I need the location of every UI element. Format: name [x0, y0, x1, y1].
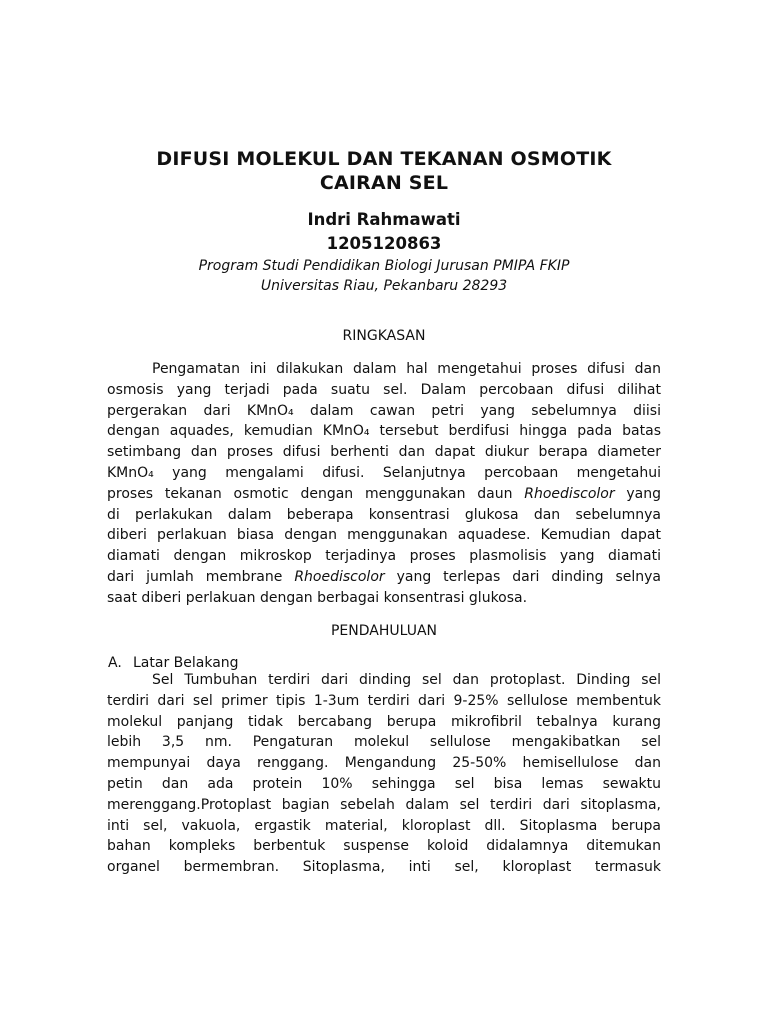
- title-line-1: DIFUSI MOLEKUL DAN TEKANAN OSMOTIK: [156, 148, 612, 170]
- introduction-line: mempunyai daya renggang. Mengandung 25-50% hemisellulose dan: [107, 755, 661, 772]
- abstract-line: dari jumlah membrane Rhoediscolor yang terlepas dari dinding selnya: [107, 568, 661, 585]
- introduction-line: bahan kompleks berbentuk suspense koloid didalamnya ditemukan: [107, 838, 661, 855]
- introduction-line: terdiri dari sel primer tipis 1-3um terdiri dari 9-25% sellulose membentuk: [107, 692, 661, 709]
- paper-title: [0, 147, 768, 195]
- introduction-line: organel bermembran. Sitoplasma, inti sel, kloroplast termasuk: [107, 859, 661, 876]
- title-line-2: CAIRAN SEL: [319, 172, 449, 194]
- subsection-title: Latar Belakang: [133, 655, 239, 671]
- abstract-line: dengan aquades, kemudian KMnO₄ tersebut berdifusi hingga pada batas: [107, 423, 661, 440]
- affiliation-line-2: Universitas Riau, Pekanbaru 28293: [260, 278, 508, 294]
- abstract-line: setimbang dan proses difusi berhenti dan dapat diukur berapa diameter: [107, 444, 661, 461]
- introduction-line: molekul panjang tidak bercabang berupa mikrofibril tebalnya kurang: [107, 713, 661, 730]
- introduction-line: Sel Tumbuhan terdiri dari dinding sel dan protoplast. Dinding sel: [152, 672, 661, 688]
- author-name: Indri Rahmawati: [307, 210, 461, 229]
- abstract-line: Pengamatan ini dilakukan dalam hal mengetahui proses difusi dan: [152, 361, 661, 377]
- abstract-line: saat diberi perlakuan dengan berbagai konsentrasi glukosa.: [107, 589, 528, 606]
- author-id: 1205120863: [326, 234, 442, 253]
- introduction-heading: PENDAHULUAN: [330, 623, 438, 639]
- abstract-line: diamati dengan mikroskop terjadinya proses plasmolisis yang diamati: [107, 548, 661, 565]
- abstract-line: diberi perlakuan biasa dengan menggunakan aquadese. Kemudian dapat: [107, 527, 661, 544]
- affiliation: [0, 256, 768, 296]
- affiliation-line-1: Program Studi Pendidikan Biologi Jurusan PMIPA FKIP: [198, 258, 570, 274]
- abstract-line: proses tekanan osmotic dengan menggunakan daun Rhoediscolor yang: [107, 485, 661, 502]
- abstract-heading: RINGKASAN: [342, 328, 426, 344]
- abstract-line: pergerakan dari KMnO₄ dalam cawan petri yang sebelumnya diisi: [107, 402, 661, 419]
- introduction-line: merenggang.Protoplast bagian sebelah dalam sel terdiri dari sitoplasma,: [107, 796, 661, 813]
- introduction-line: lebih 3,5 nm. Pengaturan molekul sellulose mengakibatkan sel: [107, 734, 661, 751]
- introduction-paragraph: [107, 670, 661, 878]
- subsection-letter: A.: [108, 655, 122, 671]
- introduction-line: inti sel, vakuola, ergastik material, kloroplast dll. Sitoplasma berupa: [107, 817, 661, 834]
- abstract-paragraph: [107, 359, 661, 609]
- abstract-line: di perlakukan dalam beberapa konsentrasi glukosa dan sebelumnya: [107, 506, 661, 523]
- abstract-line: osmosis yang terjadi pada suatu sel. Dalam percobaan difusi dilihat: [107, 381, 661, 398]
- author-block: [0, 208, 768, 256]
- abstract-line: KMnO₄ yang mengalami difusi. Selanjutnya percobaan mengetahui: [107, 464, 661, 481]
- introduction-line: petin dan ada protein 10% sehingga sel bisa lemas sewaktu: [107, 775, 661, 792]
